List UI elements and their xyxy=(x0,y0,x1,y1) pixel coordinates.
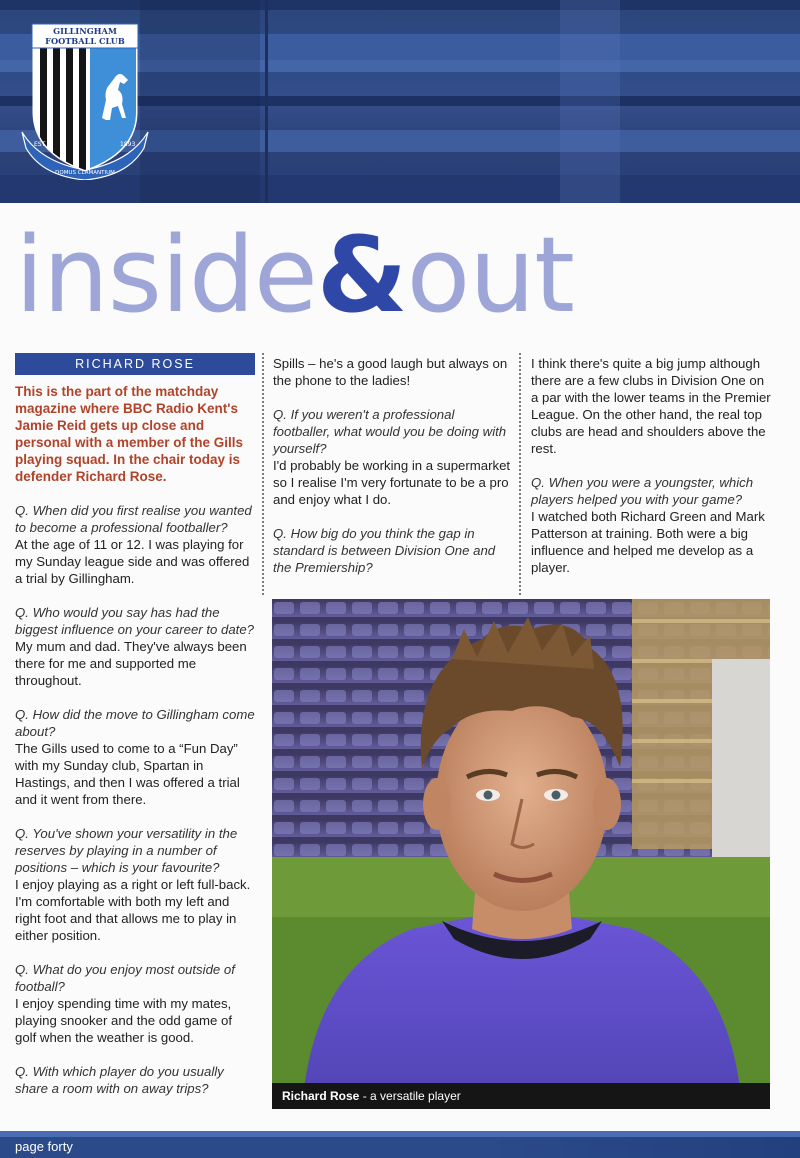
footer-bar xyxy=(0,1131,800,1158)
question: Q. With which player do you usually share a room with on away trips? xyxy=(15,1064,224,1096)
question: Q. When did you first realise you wanted to become a professional footballer? xyxy=(15,503,252,535)
caption-text: - a versatile player xyxy=(359,1089,461,1103)
header-banner xyxy=(0,0,800,203)
answer: I enjoy playing as a right or left full-back. I'm comfortable with both my left and right foot and that allows me to play in either position. xyxy=(15,877,251,943)
player-name-heading: RICHARD ROSE xyxy=(15,353,255,375)
question: Q. How big do you think the gap in standard is between Division One and the Premiership? xyxy=(273,526,496,575)
title-out: out xyxy=(406,214,574,336)
article-intro: This is the part of the matchday magazine where BBC Radio Kent's Jamie Reid gets up close and personal with a member of the Gills playing squad. In the chair today is defender Richard Rose. xyxy=(15,384,244,484)
article-column-2 xyxy=(273,355,513,576)
article-column-1 xyxy=(15,353,255,1097)
club-crest-logo xyxy=(20,20,150,180)
title-inside: inside xyxy=(15,214,317,336)
title-ampersand: & xyxy=(316,214,407,336)
crest-name-line2: FOOTBALL CLUB xyxy=(45,36,125,46)
question: Q. When you were a youngster, which players helped you with your game? xyxy=(531,475,754,507)
answer: I watched both Richard Green and Mark Patterson at training. Both were a big influence and helped me develop as a player. xyxy=(531,509,765,575)
answer: I'd probably be working in a supermarket so I realise I'm very fortunate to be a pro and enjoy what I do. xyxy=(273,458,511,507)
caption-name: Richard Rose xyxy=(282,1089,360,1103)
page-title xyxy=(15,210,574,340)
crest-name-line1: GILLINGHAM xyxy=(53,26,117,36)
crest-year: 1893 xyxy=(120,141,136,148)
column-divider xyxy=(519,353,521,595)
answer: Spills – he's a good laugh but always on the phone to the ladies! xyxy=(273,356,508,388)
answer: I enjoy spending time with my mates, playing snooker and the odd game of golf when the weather is good. xyxy=(15,996,233,1045)
page-number-label: page forty xyxy=(15,1139,73,1154)
answer: I think there's quite a big jump although there are a few clubs in Division One on a par with the lower teams in the Premier League. On the other hand, the real top clubs are head and shoulders above the rest. xyxy=(531,356,771,456)
question: Q. Who would you say has had the biggest influence on your career to date? xyxy=(15,605,254,637)
question: Q. If you weren't a professional footballer, what would you be doing with yourself? xyxy=(273,407,507,456)
answer: The Gills used to come to a “Fun Day” with my Sunday club, Spartan in Hastings, and then I was offered a trial and it went from there. xyxy=(15,741,240,807)
question: Q. How did the move to Gillingham come about? xyxy=(15,707,255,739)
answer: My mum and dad. They've always been there for me and supported me throughout. xyxy=(15,639,247,688)
question: Q. You've shown your versatility in the reserves by playing in a number of positions – which is your favourite? xyxy=(15,826,238,875)
photo-caption xyxy=(272,1083,770,1109)
answer: At the age of 11 or 12. I was playing for my Sunday league side and was offered a trial by Gillingham. xyxy=(15,537,250,586)
article-column-3 xyxy=(531,355,771,576)
column-divider xyxy=(262,353,264,595)
player-photo xyxy=(272,599,770,1109)
crest-est: EST xyxy=(34,141,46,148)
crest-motto: DOMUS CLAMANTIUM xyxy=(55,170,115,176)
question: Q. What do you enjoy most outside of football? xyxy=(15,962,235,994)
